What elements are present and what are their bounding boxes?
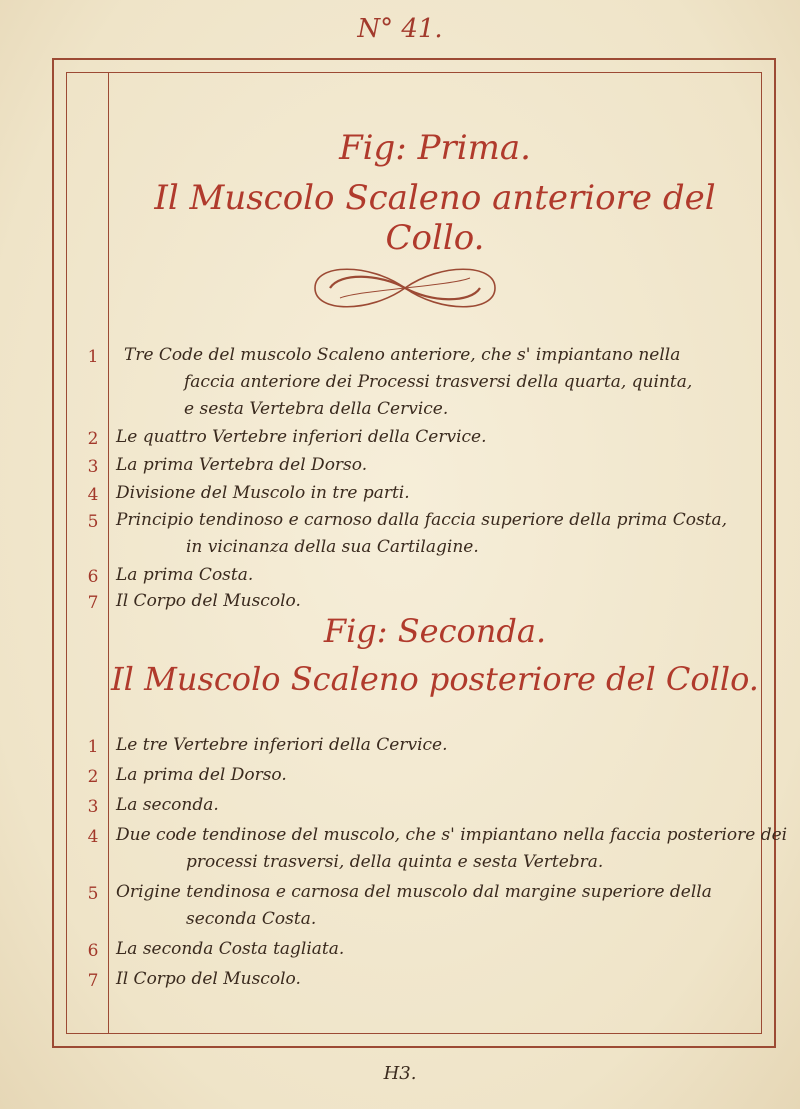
figure1-label: Fig: Prima. <box>339 128 531 168</box>
fig1-item-2-number: 2 <box>87 429 99 449</box>
fig1-item-7-number: 7 <box>87 593 99 613</box>
fig1-item-6-line-1: La prima Costa. <box>116 565 254 585</box>
fig2-item-6-line-1: La seconda Costa tagliata. <box>116 939 345 959</box>
fig2-item-4-number: 4 <box>87 827 99 847</box>
fig1-item-7-line-1: Il Corpo del Muscolo. <box>116 591 301 611</box>
fig1-item-3-line-1: La prima Vertebra del Dorso. <box>116 455 368 475</box>
fig2-item-5-line-2: seconda Costa. <box>186 909 317 929</box>
fig2-item-2-number: 2 <box>87 767 99 787</box>
fig1-item-6-number: 6 <box>87 567 99 587</box>
fig1-item-1-line-1: Tre Code del muscolo Scaleno anteriore, che s' impiantano nella <box>124 345 681 365</box>
page-reference-number: N° 41. <box>357 14 443 44</box>
footer-signature-mark: H3. <box>383 1063 417 1084</box>
fig2-item-4-line-1: Due code tendinose del muscolo, che s' impiantano nella faccia posteriore dei <box>116 825 788 845</box>
fig2-item-5-number: 5 <box>87 884 99 904</box>
fig2-item-4-line-2: processi trasversi, della quinta e sesta Vertebra. <box>186 852 604 872</box>
figure2-title: Il Muscolo Scaleno posteriore del Collo. <box>111 660 759 698</box>
fig1-item-5-line-1: Principio tendinoso e carnoso dalla faccia superiore della prima Costa, <box>116 510 728 530</box>
fig2-item-7-number: 7 <box>87 971 99 991</box>
fig1-item-3-number: 3 <box>87 457 99 477</box>
fig1-item-1-line-2: faccia anteriore dei Processi trasversi della quarta, quinta, <box>184 372 693 392</box>
fig2-item-6-number: 6 <box>87 941 99 961</box>
fig1-item-1-number: 1 <box>87 347 99 367</box>
fig2-item-3-line-1: La seconda. <box>116 795 219 815</box>
fig1-item-4-number: 4 <box>87 485 99 505</box>
fig2-item-1-line-1: Le tre Vertebre inferiori della Cervice. <box>116 735 448 755</box>
fig1-item-1-line-3: e sesta Vertebra della Cervice. <box>184 399 449 419</box>
flourish-ornament <box>300 258 510 318</box>
figure2-label: Fig: Seconda. <box>323 612 547 650</box>
figure1-title: Il Muscolo Scaleno anteriore del Collo. <box>154 178 716 258</box>
fig1-item-2-line-1: Le quattro Vertebre inferiori della Cervice. <box>116 427 487 447</box>
fig2-item-3-number: 3 <box>87 797 99 817</box>
fig1-item-5-line-2: in vicinanza della sua Cartilagine. <box>186 537 479 557</box>
fig2-item-2-line-1: La prima del Dorso. <box>116 765 287 785</box>
fig1-item-5-number: 5 <box>87 512 99 532</box>
fig2-item-5-line-1: Origine tendinosa e carnosa del muscolo dal margine superiore della <box>116 882 712 902</box>
number-margin-rule <box>108 72 109 1034</box>
fig1-item-4-line-1: Divisione del Muscolo in tre parti. <box>116 483 410 503</box>
fig2-item-1-number: 1 <box>87 737 99 757</box>
fig2-item-7-line-1: Il Corpo del Muscolo. <box>116 969 301 989</box>
